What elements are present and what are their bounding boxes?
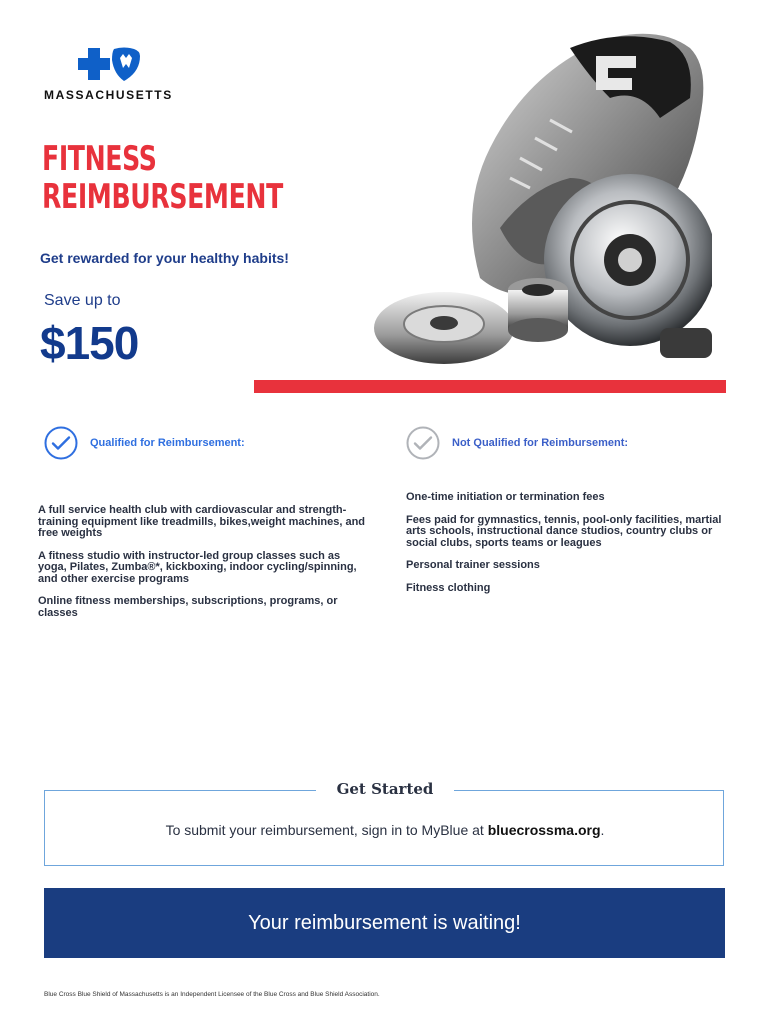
not-qualified-heading: Not Qualified for Reimbursement: [452,437,629,449]
reimbursement-amount: $150 [40,317,139,369]
dumbbell-collar [508,278,568,342]
qualified-heading-row [44,426,245,460]
check-circle-icon [44,426,78,460]
get-started-title: Get Started [336,780,434,798]
logo-wordmark: MASSACHUSETTS [44,88,173,102]
get-started-title-wrap [316,776,454,802]
list-item: Fitness clothing [406,581,491,594]
not-qualified-list [406,492,736,605]
list-item: Personal trainer sessions [406,559,540,571]
tagline: Get rewarded for your healthy habits! [40,250,289,266]
bluecrossma-link[interactable]: bluecrossma.org [487,822,601,838]
list-item: A full service health club with cardiovascular and strength-training equipment like treadmills, bikes,weight machines, and free weights [38,504,366,539]
weight-plate [544,174,712,358]
blue-cross-icon [78,48,110,80]
get-started-text-prefix: To submit your reimbursement, sign in to MyBlue at [165,822,488,838]
get-started-text [0,822,770,838]
qualified-heading: Qualified for Reimbursement: [90,437,245,449]
blue-shield-icon [112,48,140,82]
list-item: One-time initiation or termination fees [406,491,605,503]
blue-cross-blue-shield-icon [78,46,142,82]
banner-text: Your reimbursement is waiting! [248,911,521,934]
title-line-1: FITNESS [42,139,157,179]
save-label: Save up to [44,292,121,309]
qualified-list [38,505,368,630]
not-qualified-heading-row [406,426,628,460]
small-weight-plate [374,292,514,364]
sneaker-and-dumbbell-photo [360,28,712,376]
title-line-2: REIMBURSEMENT [42,177,283,217]
footer-disclaimer: Blue Cross Blue Shield of Massachusetts is an Independent Licensee of the Blue Cross and Blue Shield Association. [44,991,380,998]
check-circle-gray-icon [406,426,440,460]
list-item: Online fitness memberships, subscriptions, programs, or classes [38,595,338,619]
reimbursement-banner [44,888,725,958]
list-item: Fees paid for gymnastics, tennis, pool-only facilities, martial arts schools, instructional dance studios, country clubs or social clubs, sports teams or leagues [406,513,722,549]
list-item: A fitness studio with instructor-led group classes such as yoga, Pilates, Zumba®*, kickboxing, indoor cycling/spinning, and other exercise programs [38,549,357,585]
page-title [42,140,283,216]
accent-divider [254,380,726,393]
get-started-text-suffix: . [600,822,605,838]
